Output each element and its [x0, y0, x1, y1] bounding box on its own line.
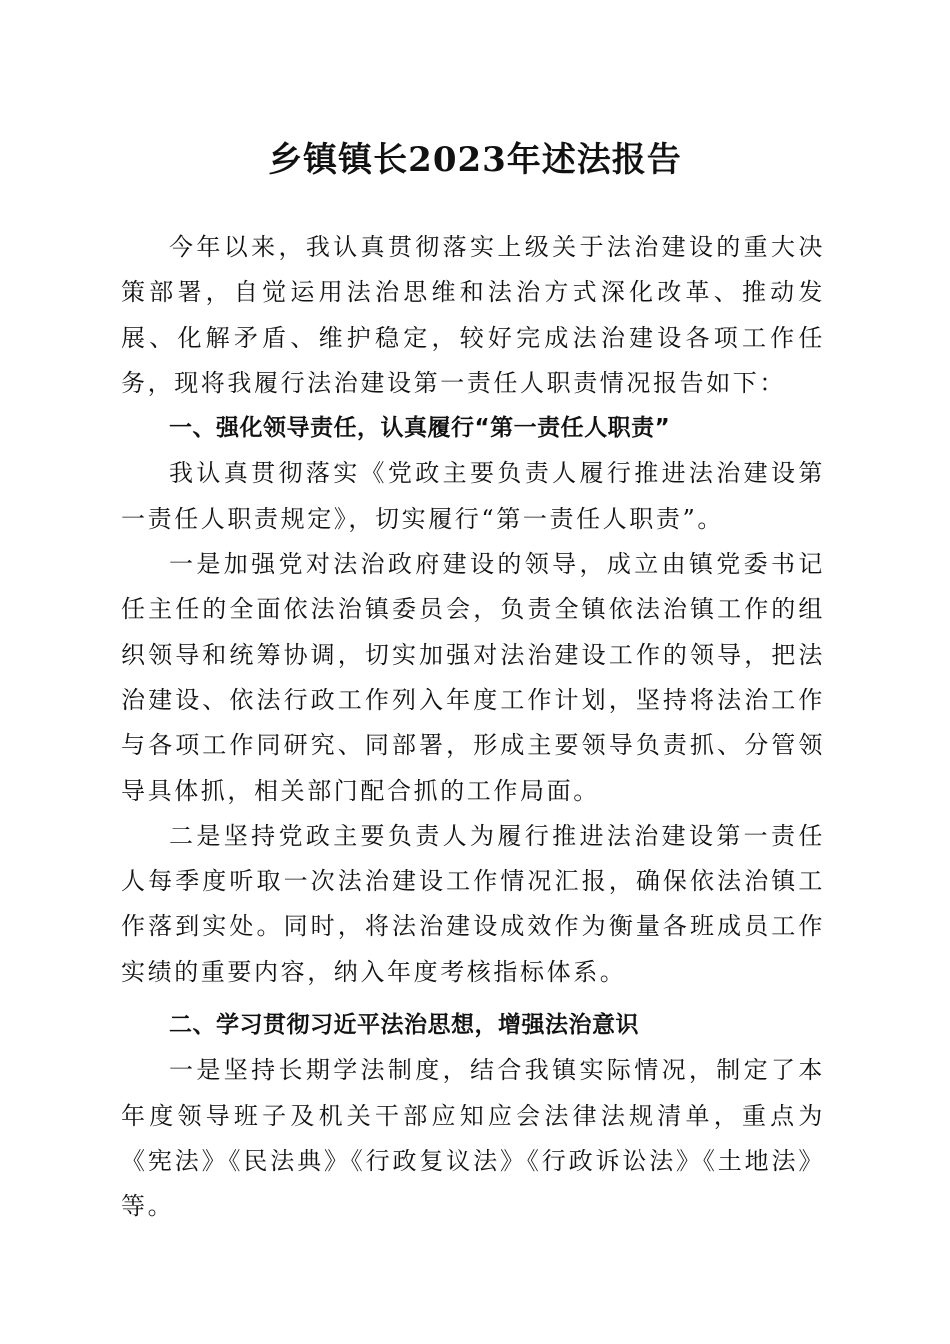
section-1-heading: 一、强化领导责任，认真履行“第一责任人职责”	[169, 415, 671, 442]
section-2-heading: 二、学习贯彻习近平法治思想，增强法治意识	[169, 1012, 639, 1039]
section-1-paragraph-1: 我认真贯彻落实《党政主要负责人履行推进法治建设第一责任人职责规定》，切实履行“第一责任人职责”。	[121, 459, 825, 533]
intro-paragraph: 今年以来，我认真贯彻落实上级关于法治建设的重大决策部署，自觉运用法治思维和法治方式深化改革、推动发展、化解矛盾、维护稳定，较好完成法治建设各项工作任务，现将我履行法治建设第一责任人职责情况报告如下：	[121, 233, 825, 397]
section-1-paragraph-2: 一是加强党对法治政府建设的领导，成立由镇党委书记任主任的全面依法治镇委员会，负责全镇依法治镇工作的组织领导和统筹协调，切实加强对法治建设工作的领导，把法治建设、依法行政工作列入年度工作计划，坚持将法治工作与各项工作同研究、同部署，形成主要领导负责抓、分管领导具体抓，相关部门配合抓的工作局面。	[121, 550, 825, 805]
section-1-paragraph-3: 二是坚持党政主要负责人为履行推进法治建设第一责任人每季度听取一次法治建设工作情况汇报，确保依法治镇工作落到实处。同时，将法治建设成效作为衡量各班成员工作实绩的重要内容，纳入年度考核指标体系。	[121, 821, 825, 986]
document-title: 乡镇镇长2023年述法报告	[268, 140, 682, 180]
section-2-paragraph-1: 一是坚持长期学法制度，结合我镇实际情况，制定了本年度领导班子及机关干部应知应会法律法规清单，重点为《宪法》《民法典》《行政复议法》《行政诉讼法》《土地法》等。	[121, 1056, 825, 1221]
document-body	[121, 225, 825, 1230]
